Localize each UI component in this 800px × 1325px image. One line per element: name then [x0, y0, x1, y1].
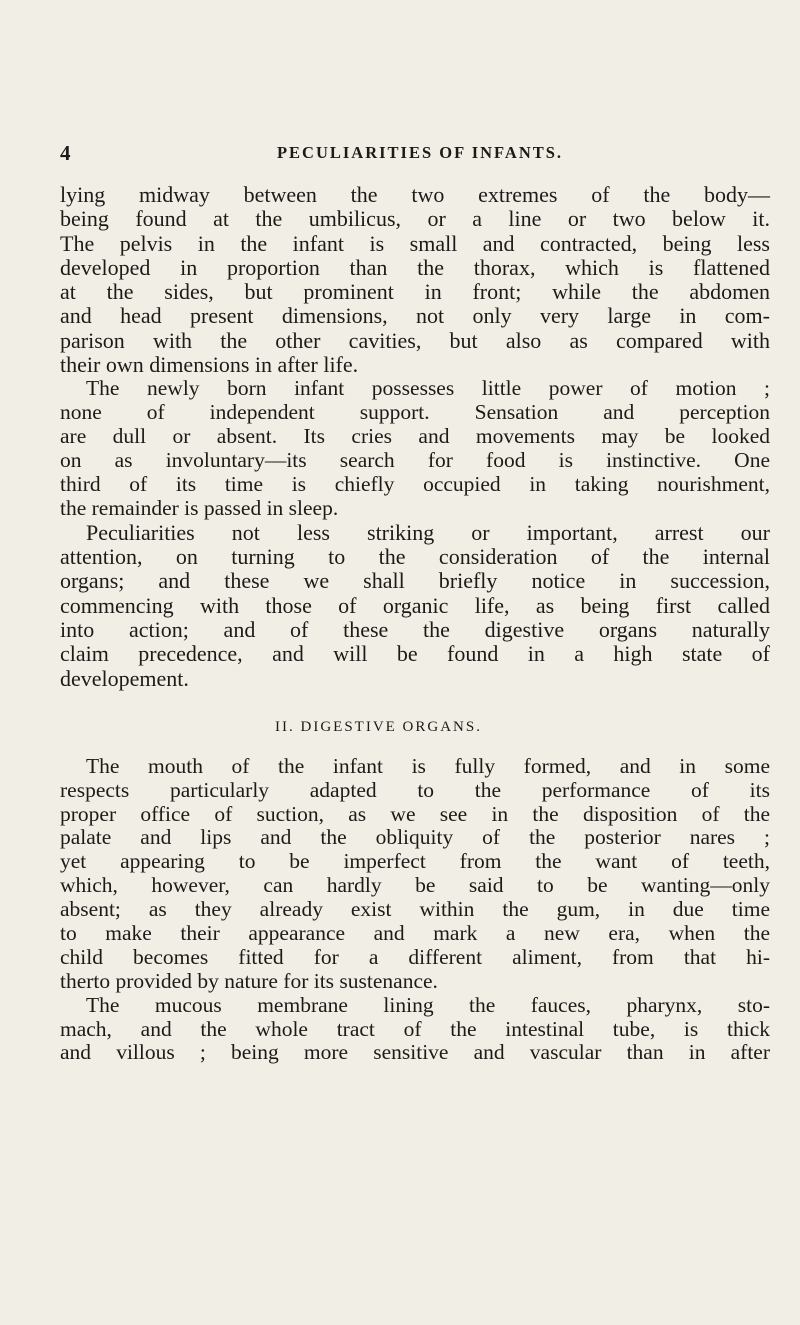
text-line: and head present dimensions, not only very large in com-	[60, 303, 770, 329]
paragraph	[60, 377, 770, 520]
text-line: are dull or absent. Its cries and movements may be looked	[60, 424, 770, 449]
text-line: child becomes fitted for a different aliment, from that hi-	[60, 944, 770, 969]
body-text	[60, 183, 770, 1065]
text-line: and villous ; being more sensitive and vascular than in after	[60, 1040, 770, 1065]
text-line: lying midway between the two extremes of the body—	[60, 182, 770, 207]
text-line: third of its time is chiefly occupied in taking nourishment,	[60, 471, 770, 496]
text-line: into action; and of these the digestive organs naturally	[60, 616, 770, 642]
text-line: developed in proportion than the thorax, which is flattened	[60, 254, 770, 280]
text-line: mach, and the whole tract of the intestinal tube, is thick	[60, 1016, 770, 1041]
text-line: The pelvis in the infant is small and contracted, being less	[60, 230, 770, 256]
paragraph	[60, 521, 770, 691]
text-line: claim precedence, and will be found in a high state of	[60, 641, 770, 667]
text-line: The mouth of the infant is fully formed, and in some	[86, 753, 770, 778]
text-line: which, however, can hardly be said to be wanting—only	[60, 873, 770, 898]
paragraph	[60, 755, 770, 994]
text-line: The newly born infant possesses little power of motion ;	[86, 376, 770, 401]
text-line: to make their appearance and mark a new era, when the	[60, 921, 770, 946]
text-line: developement.	[60, 665, 189, 691]
text-line: respects particularly adapted to the performance of its	[60, 777, 770, 802]
text-line: their own dimensions in after life.	[60, 352, 359, 378]
text-line: attention, on turning to the consideration of the internal	[60, 544, 770, 570]
text-line: organs; and these we shall briefly notice in succession,	[60, 568, 770, 594]
section-heading: II. DIGESTIVE ORGANS.	[275, 718, 482, 735]
running-title: PECULIARITIES OF INFANTS.	[276, 143, 564, 162]
text-line: The mucous membrane lining the fauces, pharynx, sto-	[86, 992, 770, 1017]
page-number: 4	[60, 141, 71, 165]
text-line: none of independent support. Sensation and perception	[60, 400, 770, 425]
text-line: therto provided by nature for its sustenance.	[60, 968, 438, 993]
text-line: parison with the other cavities, but also as compared with	[60, 327, 770, 353]
paragraph	[60, 994, 770, 1066]
text-line: at the sides, but prominent in front; while the abdomen	[60, 279, 770, 305]
text-line: yet appearing to be imperfect from the want of teeth,	[60, 849, 770, 874]
text-line: Peculiarities not less striking or important, arrest our	[86, 519, 770, 545]
text-line: palate and lips and the obliquity of the posterior nares ;	[60, 825, 770, 850]
text-line: being found at the umbilicus, or a line or two below it.	[60, 206, 770, 232]
text-line: proper office of suction, as we see in the disposition of the	[60, 801, 770, 826]
text-line: on as involuntary—its search for food is instinctive. One	[60, 448, 770, 473]
paragraph	[60, 183, 770, 377]
running-head	[60, 141, 740, 167]
text-line: commencing with those of organic life, as being first called	[60, 592, 770, 618]
text-line: absent; as they already exist within the gum, in due time	[60, 897, 770, 922]
text-line: the remainder is passed in sleep.	[60, 495, 339, 520]
